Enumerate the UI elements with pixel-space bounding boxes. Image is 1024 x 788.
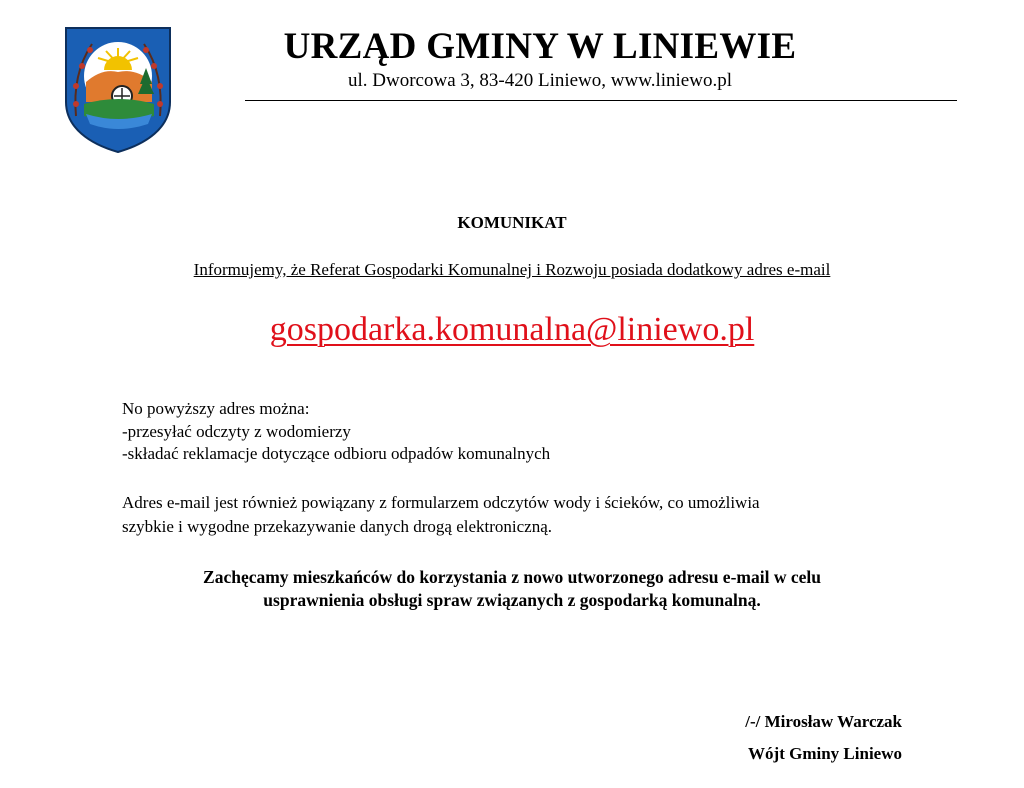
uses-intro: No powyższy adres można: [122, 399, 310, 418]
email-line [0, 310, 1024, 350]
signature-block [745, 706, 902, 770]
list-item: -przesyłać odczyty z wodomierzy [122, 421, 351, 441]
header-title: URZĄD GMINY W LINIEWIE [283, 26, 797, 67]
info-paragraph [122, 491, 922, 539]
encouragement-line: Zachęcamy mieszkańców do korzystania z nowo utworzonego adresu e-mail w celu [203, 567, 821, 587]
uses-list [122, 398, 942, 466]
encouragement-paragraph [100, 566, 924, 611]
notice-heading: KOMUNIKAT [457, 213, 567, 232]
header-divider [245, 100, 957, 101]
list-item: -składać reklamacje dotyczące odbioru odpadów komunalnych [122, 444, 551, 463]
info-line: Adres e-mail jest również powiązany z formularzem odczytów wody i ścieków, co umożliwia [122, 493, 760, 512]
notice-intro [0, 259, 1024, 281]
header-address: ul. Dworcowa 3, 83-420 Liniewo, www.liniewo.pl [348, 70, 732, 91]
email-link[interactable]: gospodarka.komunalna@liniewo.pl [269, 311, 755, 348]
signature-role: Wójt Gminy Liniewo [748, 744, 902, 763]
signature-name: /-/ Mirosław Warczak [745, 712, 902, 731]
encouragement-line: usprawnienia obsługi spraw związanych z gospodarką komunalną. [263, 589, 761, 610]
coat-of-arms-icon [62, 24, 174, 156]
notice-intro-text: Informujemy, że Referat Gospodarki Komunalnej i Rozwoju posiada dodatkowy adres e-mail [193, 260, 831, 279]
info-line: szybkie i wygodne przekazywanie danych drogą elektroniczną. [122, 517, 553, 536]
